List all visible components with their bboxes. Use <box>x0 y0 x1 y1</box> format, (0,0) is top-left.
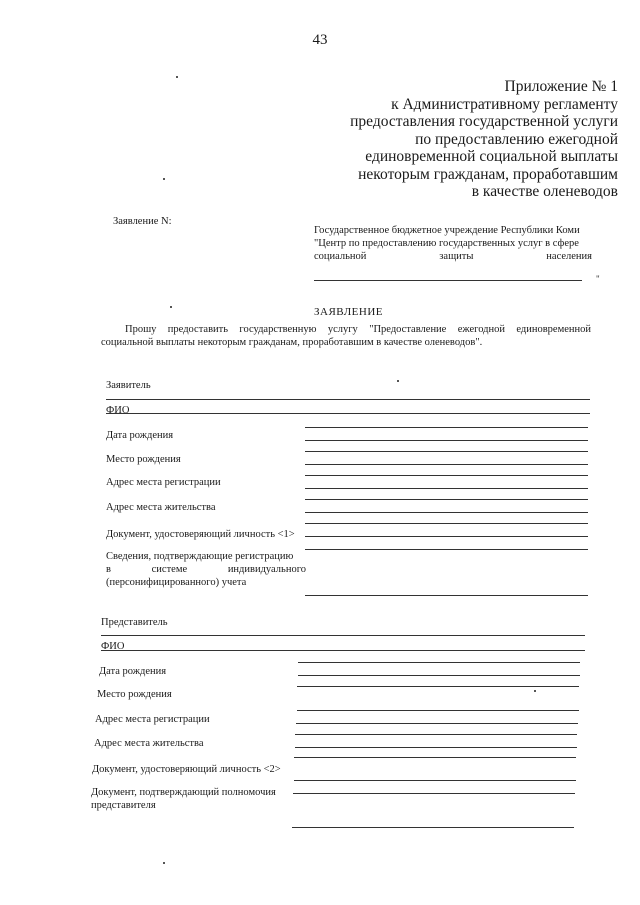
document-title: ЗАЯВЛЕНИЕ <box>314 306 383 318</box>
representative-authority-field[interactable] <box>292 827 574 828</box>
applicant-reg-address-label: Адрес места регистрации <box>106 477 221 488</box>
applicant-res-address-field[interactable] <box>305 499 588 500</box>
applicant-heading: Заявитель <box>106 380 151 391</box>
institution-closing-quote: " <box>596 274 600 284</box>
representative-id-document-field[interactable] <box>294 780 576 781</box>
applicant-res-address-label: Адрес места жительства <box>106 502 216 513</box>
appendix-header <box>288 78 618 201</box>
applicant-snils-word: индивидуального <box>227 564 306 575</box>
representative-heading-rule <box>101 635 585 636</box>
applicant-fio-field[interactable] <box>106 413 590 414</box>
representative-birth-place-field[interactable] <box>297 686 579 687</box>
representative-fio-field[interactable] <box>101 650 585 651</box>
request-paragraph <box>101 323 591 349</box>
applicant-snils-line <box>106 563 306 576</box>
applicant-res-address-field[interactable] <box>305 512 588 513</box>
representative-authority-field[interactable] <box>293 793 575 794</box>
institution-line <box>314 250 592 263</box>
applicant-snils-line: (персонифицированного) учета <box>106 577 247 588</box>
applicant-snils-field[interactable] <box>305 595 588 596</box>
representative-authority-label <box>91 786 276 812</box>
applicant-snils-word: в <box>106 564 111 575</box>
applicant-birth-place-field[interactable] <box>305 451 588 452</box>
scan-speck <box>170 306 172 308</box>
representative-heading: Представитель <box>101 617 168 628</box>
scan-speck <box>163 178 165 180</box>
appendix-line: единовременной социальной выплаты <box>365 148 618 165</box>
representative-reg-address-field[interactable] <box>296 723 578 724</box>
institution-line: "Центр по предоставлению государственных услуг в сфере <box>314 238 579 249</box>
appendix-line: к Административному регламенту <box>391 95 618 113</box>
representative-reg-address-label: Адрес места регистрации <box>95 714 210 725</box>
applicant-reg-address-field[interactable] <box>305 475 588 476</box>
scan-speck <box>534 690 536 692</box>
representative-birth-date-field[interactable] <box>298 662 580 663</box>
institution-line: Государственное бюджетное учреждение Республики Коми <box>314 225 580 236</box>
representative-birth-place-field[interactable] <box>297 710 579 711</box>
applicant-fio-label: ФИО <box>106 405 130 416</box>
representative-fio-label: ФИО <box>101 641 125 652</box>
request-text: Прошу предоставить государственную услугу "Предоставление ежегодной единовременной социальной выплаты некоторым гражданам, проработавшим в качестве оленеводов". <box>101 324 591 348</box>
applicant-snils-label <box>106 550 306 589</box>
applicant-id-document-field[interactable] <box>305 536 588 537</box>
representative-birth-date-label: Дата рождения <box>99 666 167 677</box>
appendix-line: в качестве оленеводов <box>471 183 618 200</box>
appendix-line: по предоставлению ежегодной <box>415 130 618 148</box>
institution-underline <box>314 280 582 281</box>
representative-authority-line: Документ, подтверждающий полномочия <box>91 787 276 798</box>
institution-address <box>314 224 592 263</box>
applicant-reg-address-field[interactable] <box>305 488 588 489</box>
representative-authority-line: представителя <box>91 800 156 811</box>
applicant-snils-word: системе <box>151 564 188 575</box>
institution-word: населения <box>546 251 592 262</box>
page-number: 43 <box>312 32 328 48</box>
institution-word: социальной <box>314 251 367 262</box>
applicant-snils-line: Сведения, подтверждающие регистрацию <box>106 551 294 562</box>
applicant-snils-field[interactable] <box>305 549 588 550</box>
appendix-line: некоторым гражданам, проработавшим <box>358 165 618 183</box>
representative-birth-date-field[interactable] <box>298 675 580 676</box>
applicant-birth-date-field[interactable] <box>305 427 588 428</box>
representative-birth-place-label: Место рождения <box>97 689 172 700</box>
appendix-line: предоставления государственной услуги <box>350 113 618 130</box>
representative-id-document-field[interactable] <box>294 757 576 758</box>
applicant-id-document-label: Документ, удостоверяющий личность <1> <box>106 529 295 540</box>
applicant-birth-place-label: Место рождения <box>106 454 181 465</box>
representative-res-address-label: Адрес места жительства <box>94 738 204 749</box>
scan-speck <box>397 380 399 382</box>
applicant-id-document-field[interactable] <box>305 523 588 524</box>
applicant-heading-rule <box>106 399 590 400</box>
application-number-label: Заявление N: <box>113 216 172 227</box>
applicant-birth-date-field[interactable] <box>305 440 588 441</box>
representative-res-address-field[interactable] <box>295 747 577 748</box>
representative-res-address-field[interactable] <box>295 734 577 735</box>
applicant-birth-place-field[interactable] <box>305 464 588 465</box>
appendix-line: Приложение № 1 <box>504 78 618 95</box>
institution-word: защиты <box>439 251 474 262</box>
applicant-birth-date-label: Дата рождения <box>106 430 174 441</box>
scan-speck <box>176 76 178 78</box>
representative-id-document-label: Документ, удостоверяющий личность <2> <box>92 764 281 775</box>
scan-speck <box>163 862 165 864</box>
